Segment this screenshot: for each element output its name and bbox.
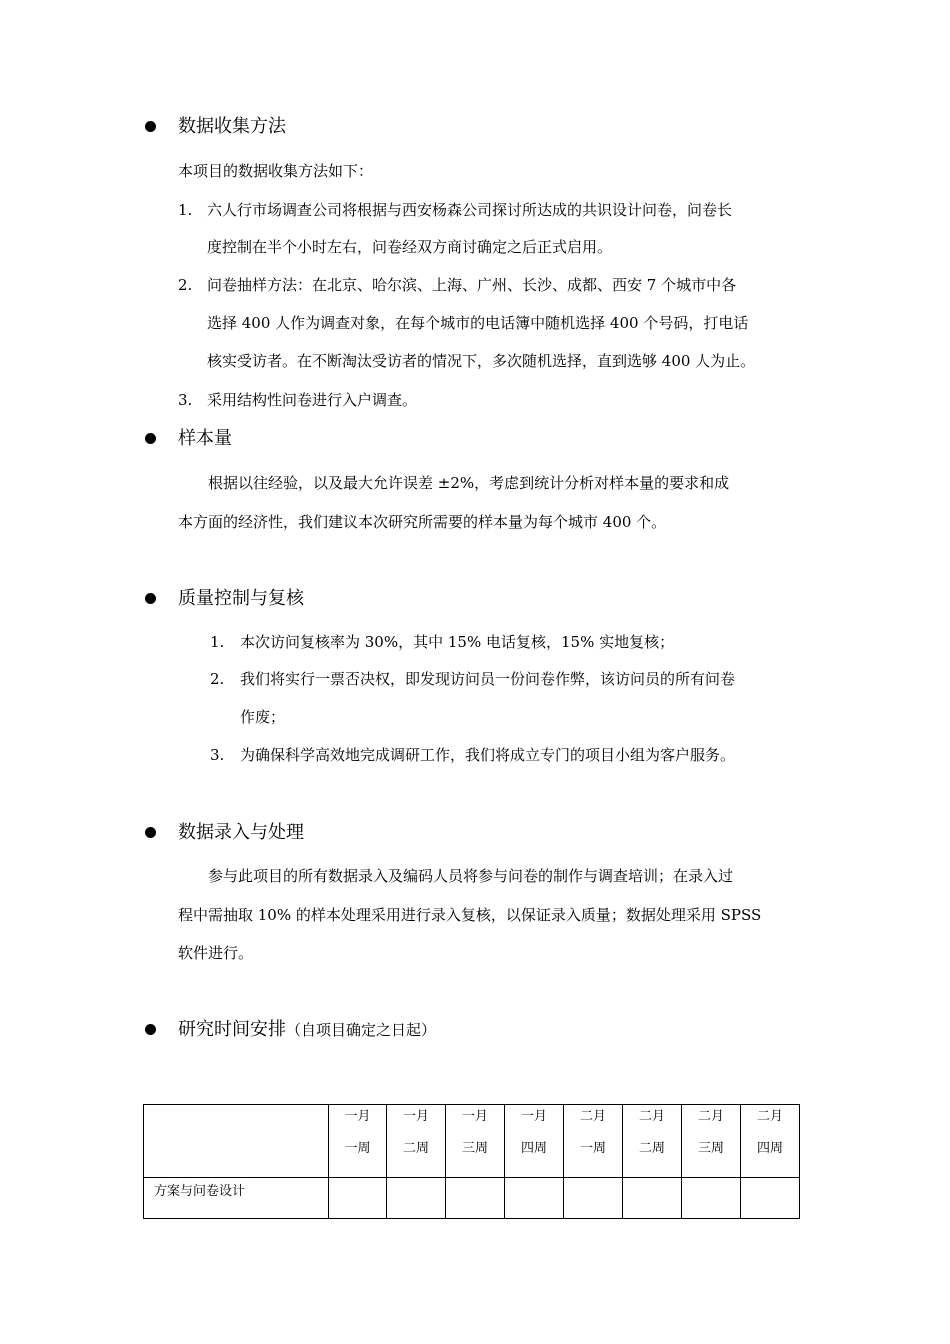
row-label-cell: 方案与问卷设计 — [144, 1178, 329, 1219]
list-number: 1. — [210, 633, 225, 651]
list-item-line: 六人行市场调查公司将根据与西安杨森公司探讨所达成的共识设计问卷，问卷长 — [207, 201, 733, 219]
table-cell — [682, 1178, 741, 1219]
table-cell — [623, 1178, 682, 1219]
table-cell — [505, 1178, 564, 1219]
table-cell — [446, 1178, 505, 1219]
header-month: 一月 — [344, 1109, 371, 1124]
schedule-note: （自项目确定之日起） — [286, 1021, 437, 1039]
section-title: 数据收集方法 — [178, 116, 286, 137]
table-cell — [329, 1178, 387, 1219]
paragraph-line: 本项目的数据收集方法如下： — [178, 162, 374, 180]
list-number: 2. — [210, 670, 225, 688]
table-cell — [741, 1178, 800, 1219]
table-header-cell — [329, 1105, 387, 1178]
header-week: 四周 — [756, 1141, 783, 1156]
header-week: 一周 — [344, 1141, 371, 1156]
header-month: 一月 — [461, 1109, 488, 1124]
header-week: 三周 — [461, 1141, 488, 1156]
table-cell — [564, 1178, 623, 1219]
list-number: 2. — [178, 276, 193, 294]
list-item-line: 本次访问复核率为 30%，其中 15% 电话复核，15% 实地复核； — [240, 633, 675, 651]
header-month: 二月 — [638, 1109, 665, 1124]
list-item-line: 我们将实行一票否决权，即发现访问员一份问卷作弊，该访问员的所有问卷 — [240, 670, 736, 688]
section-title: 质量控制与复核 — [178, 588, 304, 609]
section-title — [178, 1018, 436, 1042]
table-header-cell — [741, 1105, 800, 1178]
section-title: 样本量 — [178, 428, 232, 449]
table-header-row — [144, 1105, 800, 1178]
table-header-cell — [387, 1105, 446, 1178]
bullet-icon — [145, 433, 156, 444]
paragraph-line: 程中需抽取 10% 的样本处理采用进行录入复核，以保证录入质量；数据处理采用 SPSS — [178, 906, 762, 924]
table-header-cell — [505, 1105, 564, 1178]
header-month: 一月 — [520, 1109, 547, 1124]
list-item-line: 作废； — [240, 708, 286, 726]
list-number: 3. — [210, 746, 225, 764]
list-number: 3. — [178, 391, 193, 409]
schedule-title: 研究时间安排 — [178, 1019, 286, 1040]
header-month: 一月 — [402, 1109, 429, 1124]
section-title: 数据录入与处理 — [178, 822, 304, 843]
list-item-line: 核实受访者。在不断淘汰受访者的情况下，多次随机选择，直到选够 400 人为止。 — [207, 352, 756, 370]
paragraph-line: 本方面的经济性，我们建议本次研究所需要的样本量为每个城市 400 个。 — [178, 513, 667, 531]
table-header-cell — [623, 1105, 682, 1178]
bullet-icon — [145, 827, 156, 838]
paragraph-line: 参与此项目的所有数据录入及编码人员将参与问卷的制作与调查培训；在录入过 — [208, 867, 734, 885]
table-header-cell — [446, 1105, 505, 1178]
header-week: 二周 — [402, 1141, 429, 1156]
schedule-table — [143, 1104, 800, 1219]
header-week: 三周 — [697, 1141, 724, 1156]
bullet-icon — [145, 593, 156, 604]
table-header-cell — [682, 1105, 741, 1178]
bullet-icon — [145, 1024, 156, 1035]
table-row — [144, 1178, 800, 1219]
table-header-cell — [564, 1105, 623, 1178]
bullet-icon — [145, 121, 156, 132]
table-corner-cell — [144, 1105, 329, 1178]
table-cell — [387, 1178, 446, 1219]
header-week: 四周 — [520, 1141, 547, 1156]
paragraph-line: 软件进行。 — [178, 944, 254, 962]
list-item-line: 选择 400 人作为调查对象，在每个城市的电话簿中随机选择 400 个号码，打电话 — [207, 314, 749, 332]
list-item-line: 采用结构性问卷进行入户调查。 — [207, 391, 418, 409]
header-month: 二月 — [697, 1109, 724, 1124]
list-item-line: 为确保科学高效地完成调研工作，我们将成立专门的项目小组为客户服务。 — [240, 746, 736, 764]
paragraph-line: 根据以往经验，以及最大允许误差 ±2%，考虑到统计分析对样本量的要求和成 — [208, 474, 730, 492]
header-month: 二月 — [756, 1109, 783, 1124]
header-week: 一周 — [579, 1141, 606, 1156]
header-week: 二周 — [638, 1141, 665, 1156]
header-month: 二月 — [579, 1109, 606, 1124]
list-number: 1. — [178, 201, 193, 219]
list-item-line: 度控制在半个小时左右，问卷经双方商讨确定之后正式启用。 — [207, 238, 613, 256]
list-item-line: 问卷抽样方法：在北京、哈尔滨、上海、广州、长沙、成都、西安 7 个城市中各 — [207, 276, 737, 294]
